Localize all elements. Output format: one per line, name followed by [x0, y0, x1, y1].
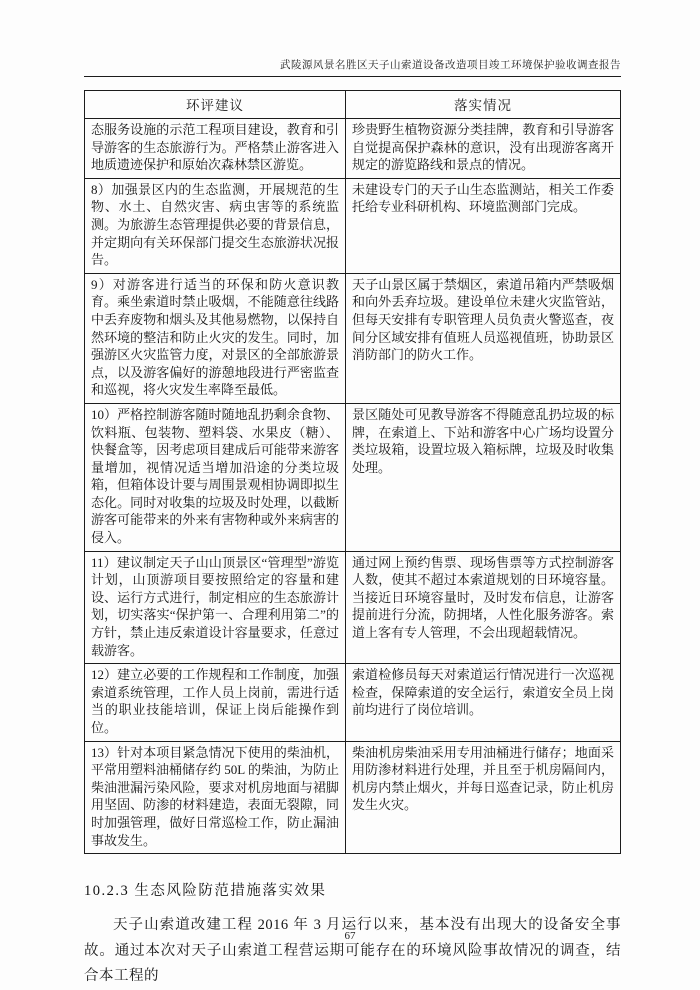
page-content	[84, 0, 621, 990]
header-rule	[84, 76, 621, 77]
suggestion-cell: 态服务设施的示范工程项目建设，教育和引导游客的生态旅游行为。严格禁止游客进入地质遗迹保护和原始次森林禁区游览。	[85, 119, 346, 179]
table-row	[85, 119, 621, 179]
running-header: 武陵源风景名胜区天子山索道设备改造项目竣工环境保护验收调查报告	[280, 60, 621, 71]
page-number: 67	[344, 930, 356, 942]
implementation-cell: 天子山景区属于禁烟区，索道吊箱内严禁吸烟和向外丢弃垃圾。建设单位未建火灾监管站，但每天安排有专职管理人员负责火警巡查，夜间分区域安排有值班人员巡视值班，协助景区消防部门的防火工作。	[346, 273, 621, 403]
table-row	[85, 551, 621, 664]
suggestion-cell: 13）针对本项目紧急情况下使用的柴油机，平常用塑料油桶储存约 50L 的柴油，为防止柴油泄漏污染风险，要求对机房地面与裙脚用坚固、防渗的材料建造，表面无裂隙，同时加强管理，做好日常巡检工作，防止漏油事故发生。	[85, 741, 346, 854]
suggestion-cell: 11）建议制定天子山山顶景区“管理型”游览计划，山顶游项目要按照给定的容量和建设、运行方式进行，制定相应的生态旅游计划，切实落实“保护第一、合理利用第二”的方针，禁止违反索道设计容量要求，任意过载游客。	[85, 551, 346, 664]
table-header-row	[85, 91, 621, 119]
eia-implementation-table	[84, 90, 621, 854]
implementation-cell: 未建设专门的天子山生态监测站，相关工作委托给专业科研机构、环境监测部门完成。	[346, 178, 621, 273]
implementation-cell: 通过网上预约售票、现场售票等方式控制游客人数，使其不超过本索道规划的日环境容量。当接近日环境容量时，及时发布信息，让游客提前进行分流，防拥堵，人性化服务游客。索道上客有专人管理，不会出现超载情况。	[346, 551, 621, 664]
implementation-cell: 索道检修员每天对索道运行情况进行一次巡视检查，保障索道的安全运行，索道安全员上岗前均进行了岗位培训。	[346, 664, 621, 741]
suggestion-cell: 10）严格控制游客随时随地乱扔剩余食物、饮料瓶、包装物、塑料袋、水果皮（糖）、快餐盒等，因考虑项目建成后可能带来游客量增加，视情况适当增加沿途的分类垃圾箱，但箱体设计要与周围景观相协调即拟生态化。同时对收集的垃圾及时处理，以截断游客可能带来的外来有害物种或外来病害的侵入。	[85, 403, 346, 551]
suggestion-cell: 8）加强景区内的生态监测，开展规范的生物、水土、自然灾害、病虫害等的系统监测。为旅游生态管理提供必要的背景信息，并定期向有关环保部门提交生态旅游状况报告。	[85, 178, 346, 273]
table-row	[85, 273, 621, 403]
implementation-cell: 柴油机房柴油采用专用油桶进行储存；地面采用防渗材料进行处理，并且至于机房隔间内，机房内禁止烟火，并每日巡查记录，防止机房发生火灾。	[346, 741, 621, 854]
table-row	[85, 403, 621, 551]
section-heading: 10.2.3 生态风险防范措施落实效果	[84, 883, 327, 900]
column-header-suggestion: 环评建议	[85, 91, 346, 119]
implementation-cell: 珍贵野生植物资源分类挂牌，教育和引导游客自觉提高保护森林的意识，没有出现游客离开规定的游览路线和景点的情况。	[346, 119, 621, 179]
table-row	[85, 178, 621, 273]
suggestion-cell: 12）建立必要的工作规程和工作制度，加强索道系统管理，工作人员上岗前，需进行适当的职业技能培训，保证上岗后能操作到位。	[85, 664, 346, 741]
suggestion-cell: 9）对游客进行适当的环保和防火意识教育。乘坐索道时禁止吸烟，不能随意往线路中丢弃废物和烟头及其他易燃物，以保持自然环境的整洁和防止火灾的发生。同时，加强游区火灾监管力度，对景区的全部旅游景点，以及游客偏好的游憩地段进行严密监查和巡视，将火灾发生率降至最低。	[85, 273, 346, 403]
table-row	[85, 741, 621, 854]
table-row	[85, 664, 621, 741]
implementation-cell: 景区随处可见教导游客不得随意乱扔垃圾的标牌，在索道上、下站和游客中心广场均设置分类垃圾箱，设置垃圾入箱标牌，垃圾及时收集处理。	[346, 403, 621, 551]
column-header-implementation: 落实情况	[346, 91, 621, 119]
body-paragraph: 天子山索道改建工程 2016 年 3 月运行以来，基本没有出现大的设备安全事故。通过本次对天子山索道工程营运期可能存在的环境风险事故情况的调查，结合本工程的	[84, 917, 621, 985]
